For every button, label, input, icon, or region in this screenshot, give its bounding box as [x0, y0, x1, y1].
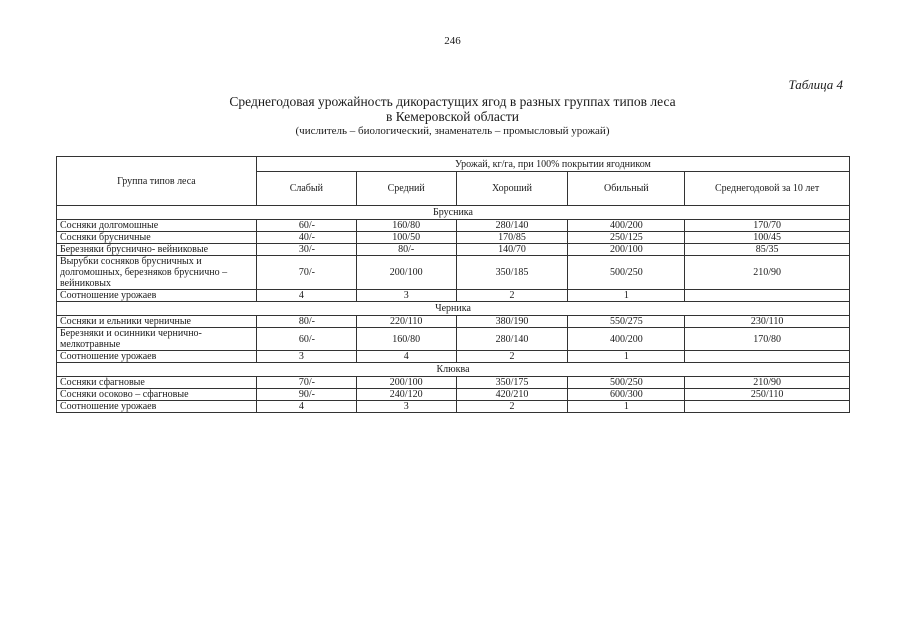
cell-value: 3: [356, 290, 456, 302]
page-number: 246: [444, 35, 461, 47]
cell-value: 350/185: [456, 256, 568, 290]
cell-value: 250/125: [568, 232, 685, 244]
section-title: Черника: [57, 302, 850, 316]
cell-value: [685, 290, 850, 302]
cell-value: 210/90: [685, 256, 850, 290]
cell-value: 200/100: [356, 377, 456, 389]
header-col-average: Среднегодовой за 10 лет: [685, 172, 850, 206]
table-row: [57, 377, 850, 389]
row-name: Березняки бруснично- вейниковые: [57, 244, 257, 256]
cell-value: 170/85: [456, 232, 568, 244]
header-yield: Урожай, кг/га, при 100% покрытии ягодником: [256, 157, 849, 172]
cell-value: 280/140: [456, 328, 568, 351]
cell-value: 140/70: [456, 244, 568, 256]
row-name: Соотношение урожаев: [57, 401, 257, 413]
table-row: [57, 232, 850, 244]
cell-value: 1: [568, 401, 685, 413]
cell-value: 400/200: [568, 220, 685, 232]
cell-value: [685, 401, 850, 413]
cell-value: 100/50: [356, 232, 456, 244]
row-name: Сосняки сфагновые: [57, 377, 257, 389]
cell-value: 550/275: [568, 316, 685, 328]
cell-value: 170/70: [685, 220, 850, 232]
table-row: [57, 401, 850, 413]
cell-value: 4: [256, 290, 356, 302]
table-header: [57, 157, 850, 206]
table-row: [57, 389, 850, 401]
cell-value: 1: [568, 351, 685, 363]
cell-value: 230/110: [685, 316, 850, 328]
cell-value: 60/-: [256, 328, 356, 351]
cell-value: 400/200: [568, 328, 685, 351]
cell-value: 420/210: [456, 389, 568, 401]
table-title: Среднегодовая урожайность дикорастущих ягод в разных группах типов леса: [229, 94, 676, 109]
table-row: [57, 220, 850, 232]
cell-value: 4: [356, 351, 456, 363]
cell-value: 160/80: [356, 220, 456, 232]
table-row: [57, 256, 850, 290]
cell-value: 350/175: [456, 377, 568, 389]
table-subtitle: (числитель – биологический, знаменатель – промысловый урожай): [295, 125, 610, 137]
table-label: Таблица 4: [788, 77, 843, 92]
cell-value: 600/300: [568, 389, 685, 401]
cell-value: 2: [456, 290, 568, 302]
cell-value: 160/80: [356, 328, 456, 351]
cell-value: 280/140: [456, 220, 568, 232]
cell-value: 3: [356, 401, 456, 413]
table-row: [57, 244, 850, 256]
cell-value: 500/250: [568, 377, 685, 389]
cell-value: 4: [256, 401, 356, 413]
cell-value: 80/-: [256, 316, 356, 328]
header-col-weak: Слабый: [256, 172, 356, 206]
cell-value: 1: [568, 290, 685, 302]
header-col-medium: Средний: [356, 172, 456, 206]
cell-value: 40/-: [256, 232, 356, 244]
cell-value: 250/110: [685, 389, 850, 401]
header-col-abundant: Обильный: [568, 172, 685, 206]
row-name: Сосняки долгомошные: [57, 220, 257, 232]
cell-value: 220/110: [356, 316, 456, 328]
cell-value: 30/-: [256, 244, 356, 256]
cell-value: 70/-: [256, 256, 356, 290]
table-body: [57, 206, 850, 413]
cell-value: 500/250: [568, 256, 685, 290]
section-title: Клюква: [57, 363, 850, 377]
cell-value: 2: [456, 401, 568, 413]
table-row: [57, 290, 850, 302]
cell-value: 80/-: [356, 244, 456, 256]
title-block: [0, 94, 905, 139]
table-row: [57, 351, 850, 363]
cell-value: 210/90: [685, 377, 850, 389]
cell-value: 90/-: [256, 389, 356, 401]
cell-value: 240/120: [356, 389, 456, 401]
cell-value: 200/100: [356, 256, 456, 290]
table-row: [57, 328, 850, 351]
section-row: [57, 363, 850, 377]
cell-value: [685, 351, 850, 363]
cell-value: 3: [256, 351, 356, 363]
cell-value: 200/100: [568, 244, 685, 256]
yield-table: [56, 156, 850, 413]
row-name: Соотношение урожаев: [57, 351, 257, 363]
header-group: Группа типов леса: [57, 157, 257, 206]
section-title: Брусника: [57, 206, 850, 220]
cell-value: 380/190: [456, 316, 568, 328]
table-row: [57, 316, 850, 328]
cell-value: 2: [456, 351, 568, 363]
section-row: [57, 206, 850, 220]
cell-value: 60/-: [256, 220, 356, 232]
section-row: [57, 302, 850, 316]
cell-value: 85/35: [685, 244, 850, 256]
cell-value: 70/-: [256, 377, 356, 389]
row-name: Сосняки и ельники черничные: [57, 316, 257, 328]
row-name: Вырубки сосняков брусничных и долгомошных, березняков бруснично – вейниковых: [57, 256, 257, 290]
row-name: Сосняки осоково – сфагновые: [57, 389, 257, 401]
row-name: Березняки и осинники чернично- мелкотравные: [57, 328, 257, 351]
header-col-good: Хороший: [456, 172, 568, 206]
table-title-region: в Кемеровской области: [386, 109, 519, 124]
row-name: Сосняки брусничные: [57, 232, 257, 244]
row-name: Соотношение урожаев: [57, 290, 257, 302]
cell-value: 100/45: [685, 232, 850, 244]
cell-value: 170/80: [685, 328, 850, 351]
